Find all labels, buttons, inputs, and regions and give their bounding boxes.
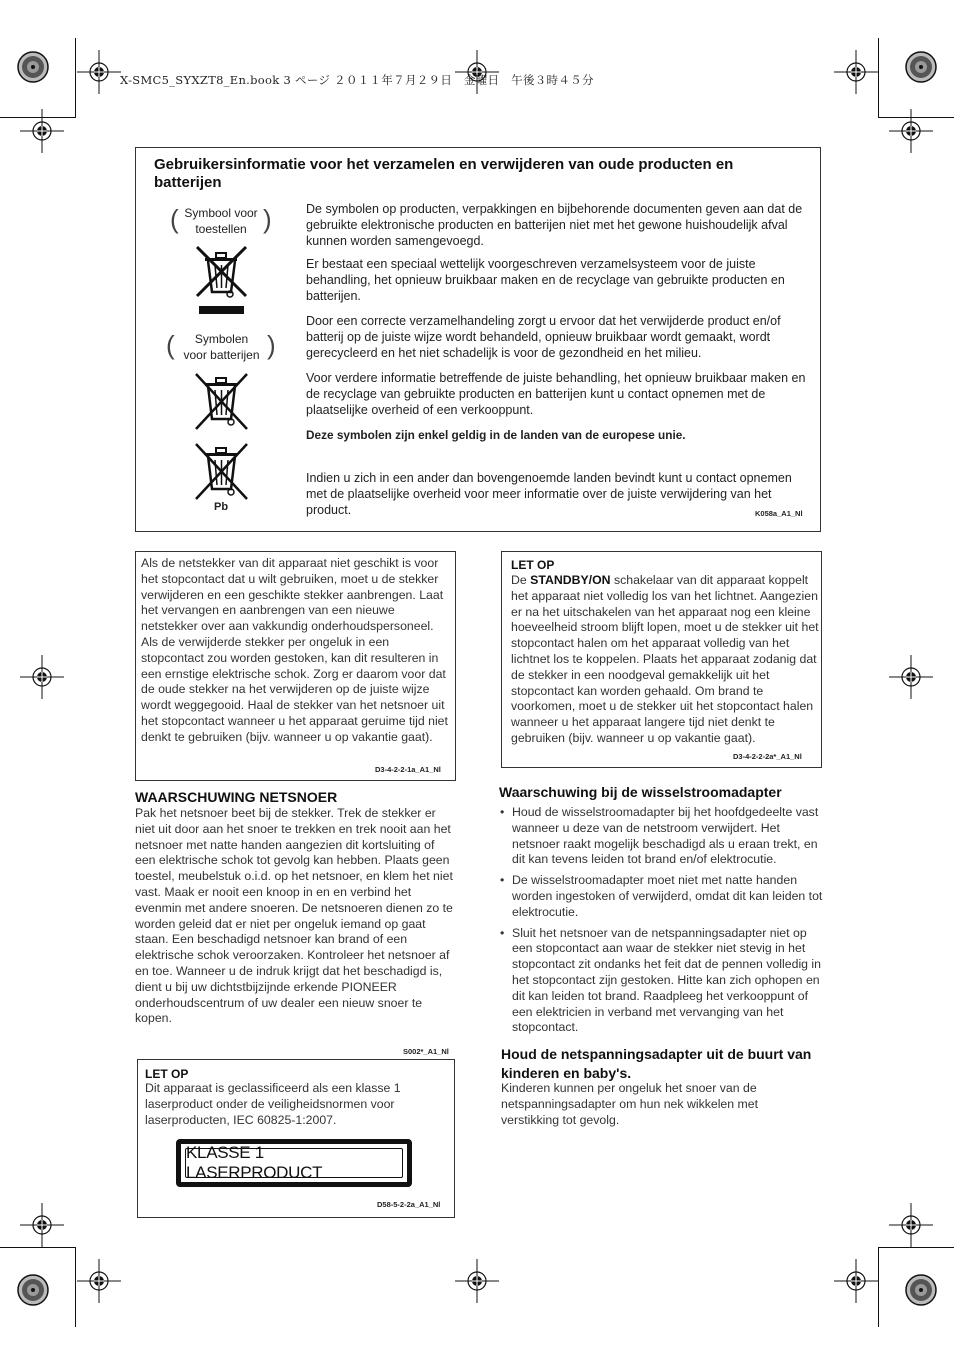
reference-code: D3-4-2-2-1a_A1_Nl bbox=[375, 765, 441, 774]
reference-code: S002*_A1_Nl bbox=[403, 1047, 449, 1056]
disposal-paragraph: Door een correcte verzamelhandeling zorgt u ervoor dat het verwijderde product en/of batterij op de juiste wijze wordt behandeld, opnieuw bruikbaar wordt gemaakt, wordt gerecycleerd en het niet schadelijk is voor de gezondheid en het milieu. bbox=[306, 314, 781, 360]
symbol-devices-label: Symbool voor toestellen bbox=[184, 206, 258, 236]
laser-class-text: KLASSE 1 LASERPRODUCT bbox=[185, 1148, 403, 1178]
list-item: • De wisselstroomadapter moet niet met natte handen worden ingestoken of verwijderd, omdat dit kan leiden tot elektrocutie. bbox=[500, 873, 824, 920]
laser-caution-box bbox=[137, 1059, 455, 1218]
disposal-paragraph: Voor verdere informatie betreffende de juiste behandling, het opnieuw bruikbaar maken en de recyclage van gebruikte producten en batterijen kunt u contact opnemen met de plaatselijke overheid of een verkooppunt. bbox=[306, 371, 806, 417]
list-item: • Houd de wisselstroomadapter bij het hoofdgedeelte vast wanneer u deze van de netstroom verwijdert. Het netsnoer raakt mogelijk beschadigd als u eraan trekt, en dit kan tevens leiden tot brand en/of elektrocutie. bbox=[500, 805, 824, 868]
children-text: Kinderen kunnen per ongeluk het snoer van de netspanningsadapter om hun nek wikkelen met verstikking tot gevolg. bbox=[501, 1081, 759, 1127]
crossed-bin-icon-battery bbox=[194, 373, 249, 431]
crossed-bin-icon bbox=[194, 244, 249, 316]
crossed-bin-icon-lead bbox=[194, 443, 249, 501]
pb-label: Pb bbox=[214, 501, 229, 513]
symbol-batteries-label: Symbolen voor batterijen bbox=[183, 332, 260, 362]
plug-warning-text: Als de netstekker van dit apparaat niet geschikt is voor het stopcontact dat u wilt gebruiken, moet u de stekker verwijderen en een geschikte stekker aanbrengen. Laat het vervangen en aanbrengen van een nieuwe netstekker over aan vakkundig onderhoudspersoneel. Als de verwijderde stekker per ongeluk in een stopcontact zou worden gestoken, kan dit resulteren in een ernstige elektrische schok. Zorg er daarom voor dat de oude stekker na het verwijderen op de juiste wijze wordt weggegooid. Haal de stekker van het netsnoer uit het stopcontact wanneer u het apparaat geruime tijd niet denkt te gebruiken (bijv. wanneer u op vakantie gaat). bbox=[141, 556, 448, 744]
caution-heading: LET OP bbox=[145, 1067, 189, 1081]
plug-warning-box bbox=[135, 551, 456, 781]
disposal-paragraph: De symbolen op producten, verpakkingen en bijbehorende documenten geven aan dat de gebruikte elektronische producten en batterijen niet met het gewone huishoudelijk afval kunnen worden samengevoegd. bbox=[306, 202, 803, 248]
reference-code: D3-4-2-2-2a*_A1_Nl bbox=[733, 752, 802, 761]
standby-caution-box bbox=[501, 551, 822, 768]
laser-caution-text: Dit apparaat is geclassificeerd als een klasse 1 laserproduct onder de veiligheidsnormen voor laserproducten, IEC 60825-1:2007. bbox=[145, 1081, 401, 1127]
children-heading: Houd de netspanningsadapter uit de buurt van kinderen en baby's. bbox=[501, 1046, 812, 1081]
disposal-bold-note: Deze symbolen zijn enkel geldig in de landen van de europese unie. bbox=[306, 428, 686, 442]
netsnoer-heading: WAARSCHUWING NETSNOER bbox=[135, 789, 338, 805]
reference-code: K058a_A1_Nl bbox=[755, 509, 803, 518]
caution-heading: LET OP bbox=[511, 558, 555, 572]
disposal-title: Gebruikersinformatie voor het verzamelen en verwijderen van oude producten en batterijen bbox=[154, 156, 734, 191]
running-head: X-SMC5_SYXZT8_En.book 3 ページ ２０１１年７月２９日 金曜日 午後３時４５分 bbox=[120, 73, 594, 87]
disposal-outside-eu: Indien u zich in een ander dan bovengenoemde landen bevindt kunt u contact opnemen met de plaatselijke overheid voor meer informatie over de juiste verwijdering van het product. bbox=[306, 471, 792, 517]
netsnoer-text: Pak het netsnoer beet bij de stekker. Trek de stekker er niet uit door aan het snoer te trekken en trek nooit aan het netsnoer met natte handen aangezien dit kortsluiting of een elektrische schok tot gevolg kan hebben. Plaats geen toestel, meubelstuk o.i.d. op het netsnoer, en klem het niet vast. Maak er nooit een knoop in en en verbind het evenmin met andere snoeren. De netsnoeren dienen zo te worden geleid dat er niet per ongeluk iemand op gaat staan. Een beschadigd netsnoer kan brand of een elektrische schok veroorzaken. Kontroleer het netsnoer af en toe. Wanneer u de indruk krijgt dat het beschadigd is, dient u bij uw dichtstbijzijnde erkende PIONEER onderhoudscentrum of uw dealer een nieuw snoer te kopen. bbox=[135, 806, 453, 1026]
standby-caution-text: De STANDBY/ON schakelaar van dit apparaat koppelt het apparaat niet volledig los van het lichtnet. Aangezien er na het uitschakelen van het apparaat nog een kleine hoeveelheid stroom blijft lopen, moet u de stekker uit het stopcontact halen om het apparaat volledig van het lichtnet los te koppelen. Plaats het apparaat zodanig dat de stekker in een noodgeval gemakkelijk uit het stopcontact kan worden gehaald. Om brand te voorkomen, moet u de stekker uit het stopcontact halen wanneer u het apparaat langere tijd niet denkt te gebruiken (bijv. wanneer u op vakantie gaat). bbox=[511, 573, 819, 745]
adapter-bullets bbox=[500, 805, 824, 1041]
disposal-info-box: Gebruikersinformatie voor het verzamelen en verwijderen van oude producten en batterijen ( ) Symbool voor toestellen ( ) Symbolen voor batterijen Pb De symbolen op producten, verpakkingen en bijbehorende documenten geven aan dat de gebruikte elektronische producten en batterijen niet met het gewone huishoudelijk afval kunnen worden samengevoegd. Er bestaat een speciaal wettelijk voorgeschreven verzamelsysteem voor de juiste behandling, het opnieuw bruikbaar maken en de recyclage van gebruikte producten en batterijen. Door een correcte verzamelhandeling zorgt u ervoor dat het verwijderde product en/of batterij op de juiste wijze wordt behandeld, opnieuw bruikbaar wordt gemaakt, wordt gerecycleerd en het niet schadelijk is voor de gezondheid en het milieu. Voor verdere informatie betreffende de juiste behandling, het opnieuw bruikbaar maken en de recyclage van gebruikte producten en batterijen kunt u contact opnemen met de plaatselijke overheid of een verkooppunt. Deze symbolen zijn enkel geldig in de landen van de europese unie. Indien u zich in een ander dan bovengenoemde landen bevindt kunt u contact opnemen met de plaatselijke overheid voor meer informatie over de juiste verwijdering van het product. K058a_A1_Nl bbox=[135, 147, 821, 532]
adapter-heading: Waarschuwing bij de wisselstroomadapter bbox=[499, 784, 782, 800]
disposal-paragraph: Er bestaat een speciaal wettelijk voorgeschreven verzamelsysteem voor de juiste behandling, het opnieuw bruikbaar maken en de recyclage van gebruikte producten en batterijen. bbox=[306, 257, 785, 303]
laser-class-label bbox=[176, 1139, 412, 1187]
reference-code: D58-5-2-2a_A1_Nl bbox=[377, 1200, 441, 1209]
list-item: • Sluit het netsnoer van de netspanningsadapter niet op een stopcontact aan waar de stekker niet stevig in het stopcontact zit ondanks het feit dat de pennen volledig in het stopcontact zijn gestoken. Hitte kan zich ophopen en dit kan leiden tot brand. Raadpleeg het verkooppunt of een elektricien in verband met vervanging van het stopcontact. bbox=[500, 926, 824, 1037]
